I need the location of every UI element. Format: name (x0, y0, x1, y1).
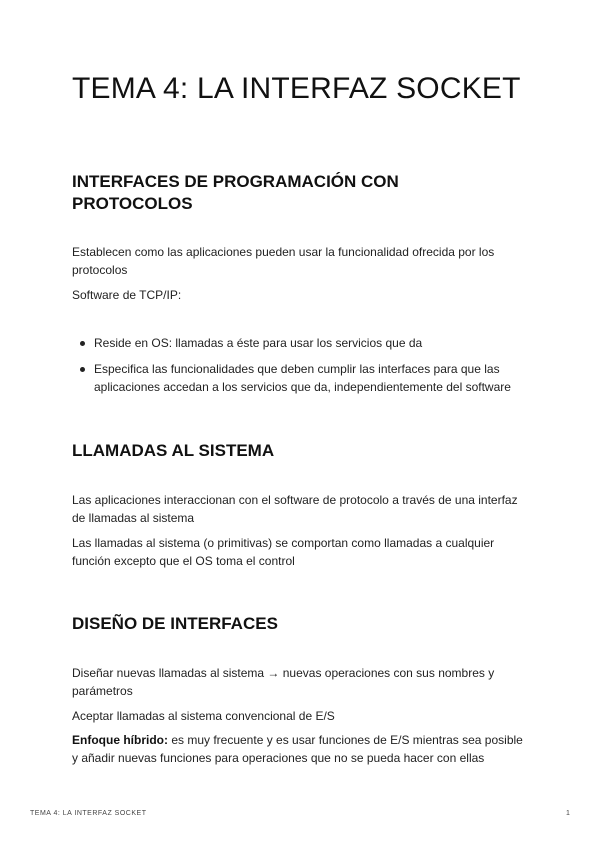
list-item-text: Reside en OS: llamadas a éste para usar los servicios que da (94, 336, 423, 350)
paragraph: Establecen como las aplicaciones pueden usar la funcionalidad ofrecida por los protocolos (72, 245, 495, 277)
section-heading-llamadas: LLAMADAS AL SISTEMA (72, 441, 275, 460)
section-heading-diseno: DISEÑO DE INTERFACES (72, 614, 278, 633)
paragraph: Aceptar llamadas al sistema convencional de E/S (72, 709, 335, 723)
page-number: 1 (566, 810, 571, 817)
bullet-icon (80, 341, 85, 346)
footer-title: TEMA 4: LA INTERFAZ SOCKET (30, 810, 147, 817)
paragraph-enfoque-hibrido (72, 731, 532, 767)
list-item (72, 360, 532, 396)
list-item-text: Especifica las funcionalidades que deben cumplir las interfaces para que las aplicaciones accedan a los servicios que da, independientemente del software (94, 362, 511, 394)
paragraph: Software de TCP/IP: (72, 288, 182, 302)
paragraph: Las llamadas al sistema (o primitivas) se comportan como llamadas a cualquier función excepto que el OS toma el control (72, 536, 495, 568)
paragraph: Las aplicaciones interaccionan con el software de protocolo a través de una interfaz de llamadas al sistema (72, 493, 518, 525)
bold-label: Enfoque híbrido: (72, 733, 168, 747)
paragraph-text: es muy frecuente y es usar funciones de E/S mientras sea posible y añadir nuevas funciones para operaciones que no se pueda hacer con ellas (72, 733, 523, 765)
paragraph: Diseñar nuevas llamadas al sistema → nuevas operaciones con sus nombres y parámetros (72, 666, 495, 698)
section-heading-interfaces: INTERFACES DE PROGRAMACIÓN CON PROTOCOLOS (72, 172, 399, 213)
bullet-icon (80, 367, 85, 372)
bullet-list (72, 334, 532, 404)
list-item (72, 334, 532, 352)
document-title: TEMA 4: LA INTERFAZ SOCKET (72, 72, 521, 105)
